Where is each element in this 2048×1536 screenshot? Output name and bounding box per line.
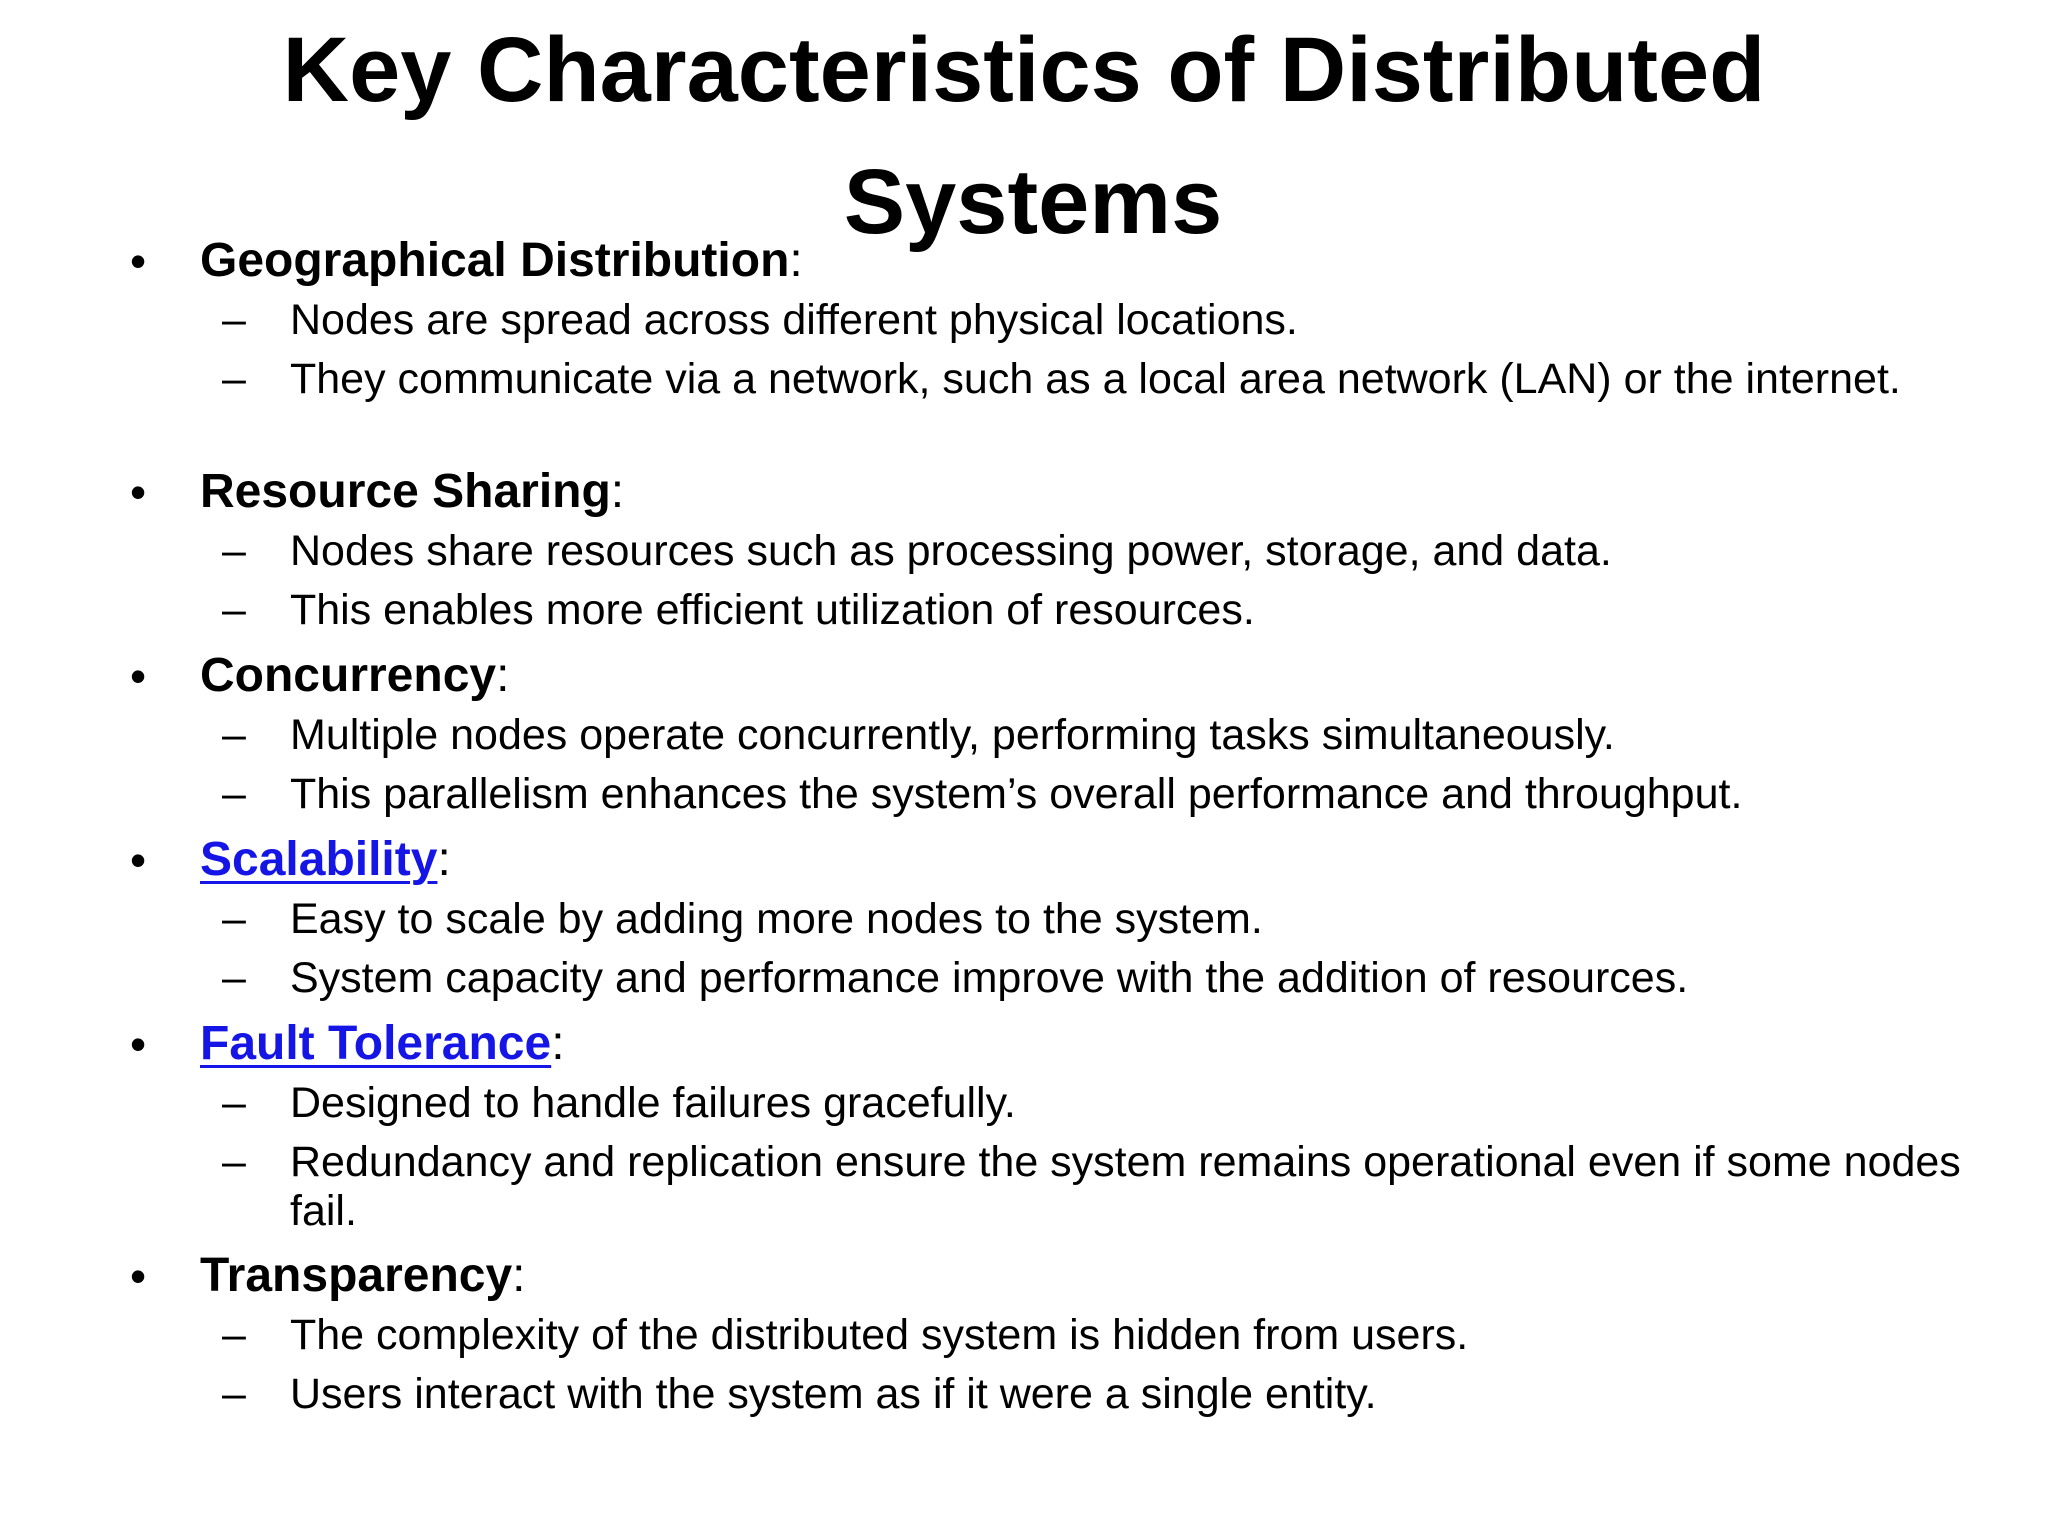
bullet-icon: • bbox=[130, 834, 147, 886]
dash-icon: – bbox=[222, 296, 246, 344]
sub-point bbox=[222, 355, 1930, 404]
bullet-icon: • bbox=[130, 650, 147, 702]
sub-point-text: The complexity of the distributed system is hidden from users. bbox=[290, 1311, 1469, 1359]
sub-point-text: Redundancy and replication ensure the system remains operational even if some nodes fail. bbox=[290, 1138, 1961, 1235]
bullet-geographical-distribution bbox=[130, 233, 803, 289]
sub-point bbox=[222, 770, 1990, 819]
sub-point-text: Designed to handle failures gracefully. bbox=[290, 1079, 1016, 1127]
bullet-transparency bbox=[130, 1248, 526, 1304]
dash-icon: – bbox=[222, 895, 246, 943]
bullet-icon: • bbox=[130, 1018, 147, 1070]
bullet-icon: • bbox=[130, 466, 147, 518]
sub-point-text: System capacity and performance improve with the addition of resources. bbox=[290, 954, 1689, 1002]
dash-icon: – bbox=[222, 1370, 246, 1418]
sub-point-text: Multiple nodes operate concurrently, performing tasks simultaneously. bbox=[290, 711, 1615, 759]
bullet-heading: Resource Sharing bbox=[200, 465, 611, 518]
dash-icon: – bbox=[222, 954, 246, 1002]
dash-icon: – bbox=[222, 770, 246, 818]
bullet-fault-tolerance bbox=[130, 1016, 565, 1072]
fault-tolerance-link[interactable]: Fault Tolerance bbox=[200, 1017, 552, 1070]
sub-point-text: They communicate via a network, such as a local area network (LAN) or the internet. bbox=[290, 355, 1901, 403]
bullet-colon: : bbox=[512, 1249, 526, 1302]
dash-icon: – bbox=[222, 711, 246, 759]
bullet-colon: : bbox=[610, 465, 625, 518]
sub-point bbox=[222, 954, 1990, 1003]
sub-point bbox=[222, 296, 1990, 345]
bullet-colon: : bbox=[789, 234, 803, 287]
dash-icon: – bbox=[222, 1138, 246, 1186]
bullet-icon: • bbox=[130, 1250, 147, 1302]
bullet-heading: Geographical Distribution bbox=[200, 234, 790, 287]
bullet-scalability bbox=[130, 832, 451, 888]
bullet-colon: : bbox=[437, 833, 451, 886]
sub-point bbox=[222, 1138, 1990, 1236]
sub-point-text: This parallelism enhances the system’s overall performance and throughput. bbox=[290, 770, 1743, 818]
sub-point-text: Users interact with the system as if it were a single entity. bbox=[290, 1370, 1377, 1418]
bullet-concurrency bbox=[130, 648, 510, 704]
dash-icon: – bbox=[222, 527, 246, 575]
slide-title-line-1: Key Characteristics of Distributed bbox=[282, 19, 1766, 121]
bullet-colon: : bbox=[496, 649, 510, 702]
sub-point bbox=[222, 895, 1990, 944]
bullet-colon: : bbox=[551, 1017, 565, 1070]
sub-point bbox=[222, 1311, 1990, 1360]
bullet-heading: Transparency bbox=[200, 1249, 513, 1302]
dash-icon: – bbox=[222, 1311, 246, 1359]
sub-point-text: Nodes share resources such as processing power, storage, and data. bbox=[290, 527, 1612, 575]
bullet-icon: • bbox=[130, 235, 147, 287]
slide-title-line-2: Systems bbox=[843, 151, 1223, 253]
dash-icon: – bbox=[222, 355, 246, 403]
sub-point-text: This enables more efficient utilization of resources. bbox=[290, 586, 1255, 634]
sub-point-text: Easy to scale by adding more nodes to the system. bbox=[290, 895, 1263, 943]
scalability-link[interactable]: Scalability bbox=[200, 833, 438, 886]
dash-icon: – bbox=[222, 586, 246, 634]
sub-point-text: Nodes are spread across different physical locations. bbox=[290, 296, 1298, 344]
dash-icon: – bbox=[222, 1079, 246, 1127]
sub-point bbox=[222, 1370, 1990, 1419]
sub-point bbox=[222, 586, 1990, 635]
sub-point bbox=[222, 527, 1990, 576]
sub-point bbox=[222, 711, 1990, 760]
sub-point bbox=[222, 1079, 1990, 1128]
bullet-heading: Concurrency bbox=[200, 649, 497, 702]
bullet-resource-sharing bbox=[130, 464, 625, 520]
